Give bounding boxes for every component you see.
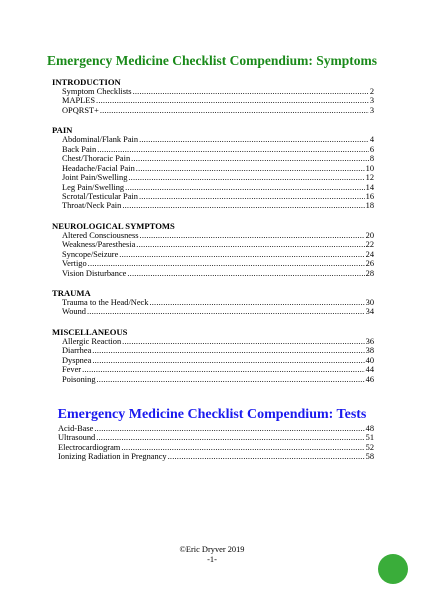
toc-entry[interactable] xyxy=(52,452,374,461)
toc-entry[interactable] xyxy=(52,337,374,346)
toc-entry[interactable] xyxy=(52,433,374,442)
toc-entry-label: Back Pain xyxy=(62,144,97,154)
toc-entry-label: Fever xyxy=(62,365,82,375)
section-heading: PAIN xyxy=(52,125,73,136)
section-heading: TRAUMA xyxy=(52,288,91,298)
toc-entry-label: OPQRST+ xyxy=(62,105,99,115)
toc-entry[interactable] xyxy=(52,365,374,374)
dot-leader xyxy=(131,154,369,163)
dot-leader xyxy=(96,433,364,442)
toc-entry-page: 2 xyxy=(369,87,374,96)
toc-entry-page: 44 xyxy=(365,365,374,375)
symptoms-table-of-contents xyxy=(52,77,374,384)
toc-entry-page: 14 xyxy=(365,182,374,192)
dot-leader xyxy=(122,201,364,210)
symptoms-title: Emergency Medicine Checklist Compendium: Symptoms xyxy=(47,53,377,68)
toc-entry-page: 22 xyxy=(365,240,374,250)
toc-entry-page: 6 xyxy=(369,144,374,154)
toc-entry-page: 16 xyxy=(365,191,374,201)
toc-entry-page: 10 xyxy=(365,163,374,173)
toc-entry-label: Diarrhea xyxy=(62,346,92,356)
dot-leader xyxy=(149,298,364,307)
section-heading: INTRODUCTION xyxy=(52,77,121,87)
toc-entry-label: Symptom Checklists xyxy=(62,87,132,96)
toc-entry-label: Allergic Reaction xyxy=(62,336,122,346)
toc-entry[interactable] xyxy=(52,250,374,259)
toc-entry-label: Vision Disturbance xyxy=(62,268,127,278)
toc-entry[interactable] xyxy=(52,424,374,433)
toc-entry-label: Throat/Neck Pain xyxy=(62,201,122,211)
toc-entry[interactable] xyxy=(52,346,374,355)
dot-leader xyxy=(136,164,365,173)
toc-entry[interactable] xyxy=(52,375,374,384)
toc-entry[interactable] xyxy=(52,259,374,268)
dot-leader xyxy=(139,192,365,201)
toc-entry[interactable] xyxy=(52,307,374,316)
tests-table-of-contents xyxy=(52,424,374,462)
toc-entry-label: Scrotal/Testicular Pain xyxy=(62,191,138,201)
toc-entry-label: Ionizing Radiation in Pregnancy xyxy=(58,452,167,462)
toc-entry[interactable] xyxy=(52,87,374,96)
dot-leader xyxy=(100,106,369,115)
dot-leader xyxy=(122,337,364,346)
toc-entry-page: 26 xyxy=(365,259,374,269)
dot-leader xyxy=(94,424,364,433)
dot-leader xyxy=(87,307,365,316)
toc-entry[interactable] xyxy=(52,164,374,173)
toc-entry-label: MAPLES xyxy=(62,96,96,106)
toc-entry-page: 36 xyxy=(365,336,374,346)
toc-entry-label: Joint Pain/Swelling xyxy=(62,173,128,183)
toc-entry[interactable] xyxy=(52,183,374,192)
toc-entry-label: Vertigo xyxy=(62,259,87,269)
toc-entry-page: 48 xyxy=(365,424,374,433)
toc-entry-page: 34 xyxy=(365,307,374,317)
toc-entry-label: Wound xyxy=(62,307,86,317)
toc-entry-page: 3 xyxy=(369,105,374,115)
toc-entry-label: Ultrasound xyxy=(58,433,96,443)
dot-leader xyxy=(121,443,364,452)
toc-entry[interactable] xyxy=(52,154,374,163)
toc-entry-page: 20 xyxy=(365,230,374,240)
toc-entry-page: 40 xyxy=(365,355,374,365)
toc-entry-page: 51 xyxy=(365,433,374,443)
dot-leader xyxy=(136,240,364,249)
dot-leader xyxy=(139,135,369,144)
dot-leader xyxy=(133,87,369,96)
toc-entry-label: Abdominal/Flank Pain xyxy=(62,135,139,145)
toc-entry-page: 46 xyxy=(365,374,374,384)
section-heading: NEUROLOGICAL SYMPTOMS xyxy=(52,220,175,231)
toc-entry-page: 52 xyxy=(365,442,374,452)
toc-entry-page: 18 xyxy=(365,201,374,211)
toc-entry-label: Electrocardiogram xyxy=(58,442,121,452)
toc-entry-label: Chest/Thoracic Pain xyxy=(62,154,131,164)
toc-entry-page: 24 xyxy=(365,249,374,259)
toc-entry-label: Leg Pain/Swelling xyxy=(62,182,125,192)
dot-leader xyxy=(119,250,364,259)
toc-entry-label: Poisoning xyxy=(62,374,96,384)
dot-leader xyxy=(96,96,369,105)
dot-leader xyxy=(127,269,364,278)
dot-leader xyxy=(97,375,365,384)
toc-entry-page: 8 xyxy=(369,154,374,164)
toc-entry[interactable] xyxy=(52,106,374,115)
dot-leader xyxy=(88,259,365,268)
page-number: -1- xyxy=(207,555,217,564)
dot-leader xyxy=(82,365,365,374)
toc-entry-page: 58 xyxy=(365,452,374,462)
dot-leader xyxy=(140,231,365,240)
toc-entry[interactable] xyxy=(52,443,374,452)
copyright-notice: ©Eric Dryver 2019 xyxy=(179,545,245,554)
toc-entry[interactable] xyxy=(52,356,374,365)
toc-entry[interactable] xyxy=(52,240,374,249)
toc-entry-page: 4 xyxy=(369,135,374,145)
toc-entry-label: Headache/Facial Pain xyxy=(62,163,135,173)
toc-entry-page: 30 xyxy=(365,298,374,307)
toc-entry-label: Acid-Base xyxy=(58,424,94,433)
toc-entry[interactable] xyxy=(52,173,374,182)
toc-entry[interactable] xyxy=(52,298,374,307)
toc-entry[interactable] xyxy=(52,145,374,154)
toc-entry-page: 12 xyxy=(365,173,374,183)
dot-leader xyxy=(125,183,365,192)
toc-entry-label: Dyspnea xyxy=(62,355,92,365)
toc-entry[interactable] xyxy=(52,135,374,144)
toc-entry-label: Syncope/Seizure xyxy=(62,249,119,259)
toc-entry[interactable] xyxy=(52,201,374,210)
toc-entry-label: Trauma to the Head/Neck xyxy=(62,298,149,307)
toc-entry-page: 3 xyxy=(369,96,374,106)
toc-entry[interactable] xyxy=(52,192,374,201)
dot-leader xyxy=(128,173,364,182)
toc-entry-label: Altered Consciousness xyxy=(62,230,139,240)
dot-leader xyxy=(92,356,364,365)
toc-entry-page: 28 xyxy=(365,268,374,278)
tests-title: Emergency Medicine Checklist Compendium: Tests xyxy=(57,407,367,422)
section-heading: MISCELLANEOUS xyxy=(52,326,128,337)
toc-entry[interactable] xyxy=(52,269,374,278)
toc-entry-label: Weakness/Paresthesia xyxy=(62,240,136,250)
dot-leader xyxy=(97,145,369,154)
dot-leader xyxy=(168,452,365,461)
toc-entry-page: 38 xyxy=(365,346,374,356)
green-circle-marker xyxy=(378,554,408,584)
toc-entry[interactable] xyxy=(52,231,374,240)
dot-leader xyxy=(92,346,364,355)
toc-entry[interactable] xyxy=(52,96,374,105)
